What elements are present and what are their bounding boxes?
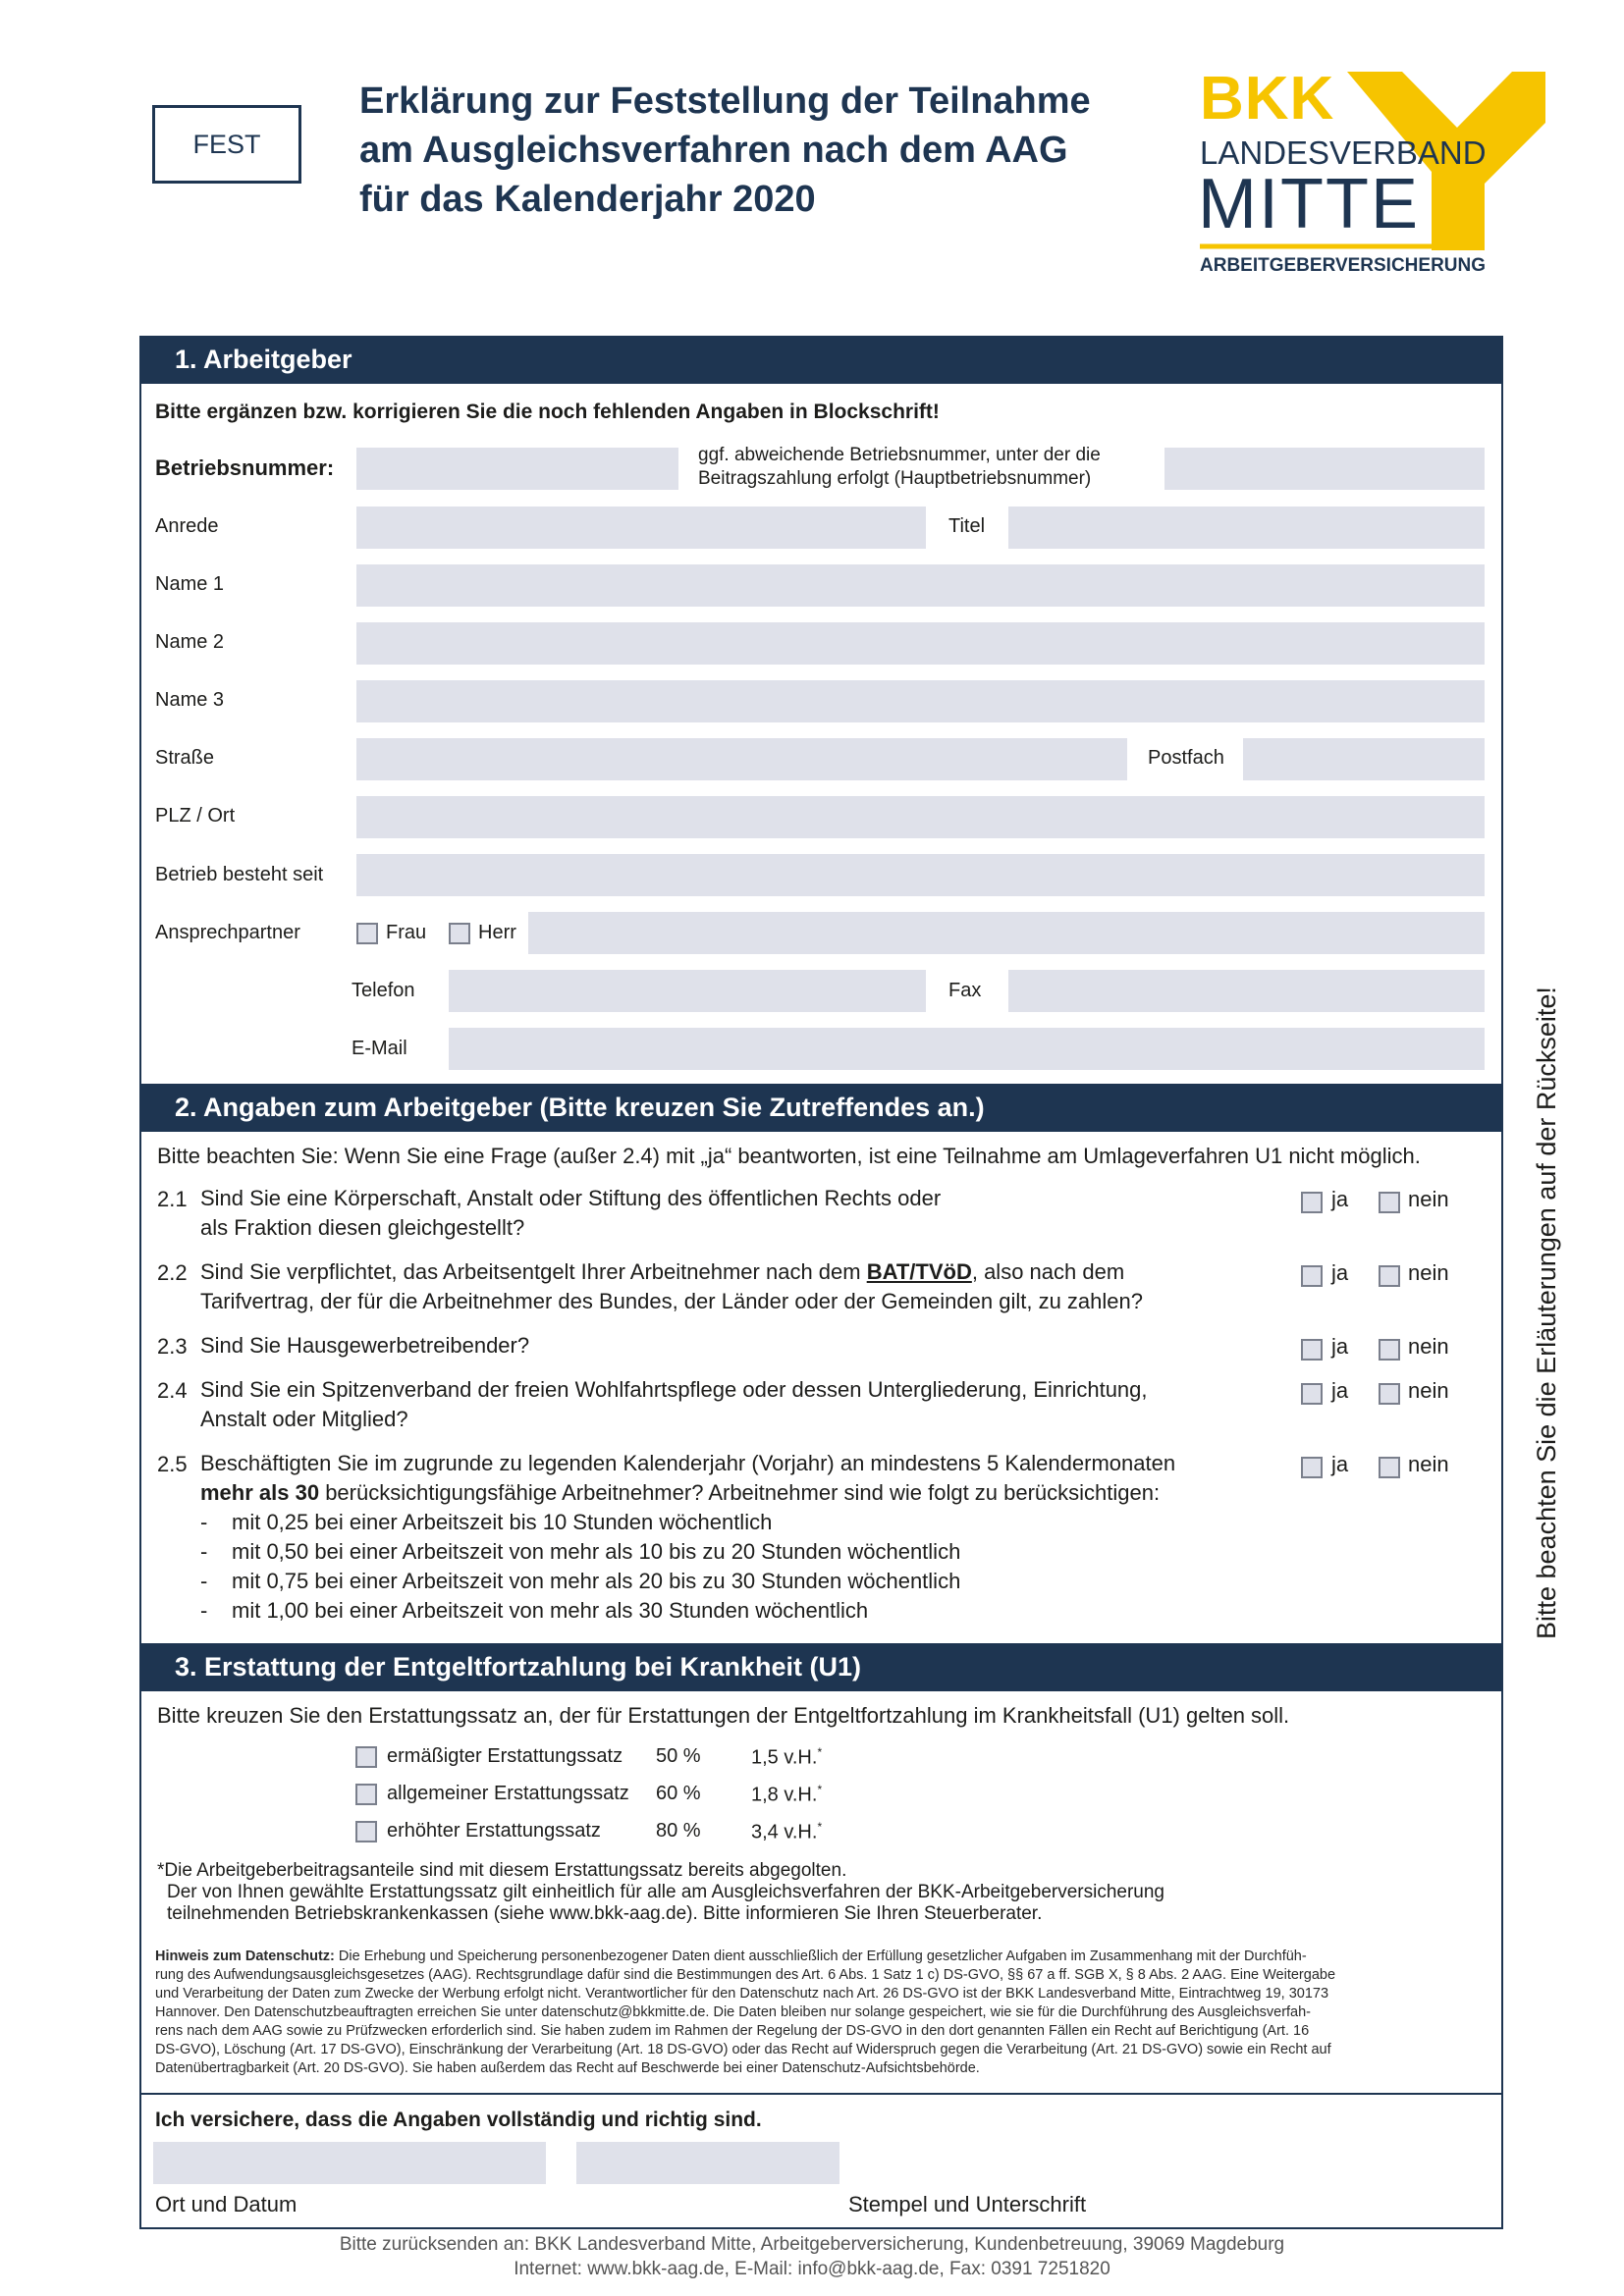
privacy-line-1: Die Erhebung und Speicherung personenbezogener Daten dient ausschließlich der Erfüllung gesetzlicher Aufgaben im Zusammenhang mit der Durchfüh-	[334, 1949, 1307, 1964]
betrieb-seit-label: Betrieb besteht seit	[155, 864, 324, 885]
q22-pre: Sind Sie verpflichtet, das Arbeitsentgelt Ihrer Arbeitnehmer nach dem	[200, 1259, 867, 1284]
rate-increased-contribution	[751, 1820, 822, 1844]
privacy-title: Hinweis zum Datenschutz:	[155, 1949, 335, 1964]
logo-landesverband: LANDESVERBAND	[1200, 134, 1487, 171]
rate-reduced-contribution	[751, 1745, 822, 1770]
ort-datum-field[interactable]	[153, 2142, 546, 2184]
q24-line-1: Sind Sie ein Spitzenverband der freien Wohlfahrtspflege oder dessen Untergliederung, Einrichtung,	[200, 1377, 1148, 1402]
q25-list	[200, 1508, 960, 1626]
q25-ja-label: ja	[1331, 1452, 1349, 1476]
q25-number: 2.5	[157, 1452, 188, 1476]
q25-nein-label: nein	[1408, 1452, 1449, 1476]
ansprechpartner-label: Ansprechpartner	[155, 922, 300, 943]
q25-bold: mehr als 30	[200, 1480, 320, 1505]
rate-general-percent: 60 %	[656, 1783, 701, 1804]
q24-line-2: Anstalt oder Mitglied?	[200, 1407, 408, 1431]
betriebsnummer-label: Betriebsnummer:	[155, 455, 335, 480]
footer-contact: Internet: www.bkk-aag.de, E-Mail: info@bkk-aag.de, Fax: 0391 7251820	[514, 2259, 1110, 2279]
herr-label: Herr	[478, 922, 516, 943]
rate-footnote-line-3: teilnehmenden Betriebskrankenkassen (siehe www.bkk-aag.de). Bitte informieren Sie Ihren Steuerberater.	[167, 1903, 1043, 1924]
title-line-2: am Ausgleichsverfahren nach dem AAG	[359, 130, 1068, 171]
q22-line-2: Tarifvertrag, der für die Arbeitnehmer des Bundes, der Länder oder der Gemeinden gilt, zu zahlen?	[200, 1289, 1143, 1313]
q23-ja-checkbox[interactable]	[1301, 1339, 1323, 1361]
privacy-line-6: DS-GVO), Löschung (Art. 17 DS-GVO), Einschränkung der Verarbeitung (Art. 18 DS-GVO) oder das Recht auf Widerspruch gegen die Verarbeitung (Art. 21 DS-GVO) sowie ein Recht auf	[155, 2042, 1331, 2057]
section-1-title: 1. Arbeitgeber	[175, 345, 352, 374]
rate-reduced-label: ermäßigter Erstattungssatz	[387, 1745, 623, 1767]
alt-betriebsnummer-label-line-1: ggf. abweichende Betriebsnummer, unter der die	[698, 445, 1101, 465]
form-code-box	[152, 105, 301, 184]
title-line-1: Erklärung zur Feststellung der Teilnahme	[359, 80, 1091, 122]
betrieb-seit-field[interactable]	[356, 854, 1485, 896]
side-note: Bitte beachten Sie die Erläuterungen auf der Rückseite!	[1532, 987, 1561, 1639]
privacy-notice	[155, 1948, 1487, 2078]
q21-nein-checkbox[interactable]	[1379, 1192, 1400, 1213]
q24-number: 2.4	[157, 1378, 188, 1403]
footer-address: Bitte zurücksenden an: BKK Landesverband Mitte, Arbeitgeberversicherung, Kundenbetreuung, 39069 Magdeburg	[339, 2234, 1285, 2255]
privacy-line-3: und Verarbeitung der Daten zum Zwecke der Werbung erfolgt nicht. Verantwortlicher für den Datenschutz nach Art. 26 DS-GVO ist der BKK Landesverband Mitte, Eintrachtweg 19, 30173	[155, 1986, 1329, 2002]
rate-reduced-contribution-value: 1,5 v.H.	[751, 1746, 818, 1769]
rate-general-contribution-value: 1,8 v.H.	[751, 1784, 818, 1806]
alt-betriebsnummer-label-line-2: Beitragszahlung erfolgt (Hauptbetriebsnummer)	[698, 468, 1092, 489]
alt-betriebsnummer-label	[698, 444, 1101, 491]
name1-field[interactable]	[356, 564, 1485, 607]
alt-betriebsnummer-field[interactable]	[1164, 448, 1485, 490]
q25-text	[200, 1449, 1271, 1508]
herr-checkbox[interactable]	[449, 923, 470, 944]
privacy-line-2: rung des Aufwendungsausgleichsgesetzes (AAG). Rechtsgrundlage dafür sind die Bestimmungen des Art. 6 Abs. 1 Satz 1 c) DS-GVO, §§ 67 a ff. SGB X, § 8 Abs. 2 AAG. Eine Weitergabe	[155, 1967, 1336, 1983]
q21-line-1: Sind Sie eine Körperschaft, Anstalt oder Stiftung des öffentlichen Rechts oder	[200, 1186, 942, 1210]
fax-label: Fax	[948, 980, 982, 1001]
rate-increased-percent: 80 %	[656, 1820, 701, 1842]
rate-footnote	[157, 1860, 1164, 1925]
name2-label: Name 2	[155, 631, 225, 653]
q21-number: 2.1	[157, 1187, 188, 1211]
strasse-label: Straße	[155, 747, 215, 769]
bkk-logo	[1198, 65, 1549, 285]
q22-text	[200, 1257, 1143, 1316]
privacy-line-4: Hannover. Den Datenschutzbeauftragten erreichen Sie unter datenschutz@bkkmitte.de. Die Daten bleiben nur solange gespeichert, wie sie für die Durchführung des Ausgleichsverfah-	[155, 2004, 1312, 2020]
ansprechpartner-field[interactable]	[528, 912, 1485, 954]
q24-ja-checkbox[interactable]	[1301, 1383, 1323, 1405]
rate-general-star: *	[817, 1783, 823, 1796]
q23-nein-checkbox[interactable]	[1379, 1339, 1400, 1361]
q22-post: , also nach dem	[971, 1259, 1125, 1284]
section-1-instruction: Bitte ergänzen bzw. korrigieren Sie die noch fehlenden Angaben in Blockschrift!	[155, 400, 940, 423]
frau-label: Frau	[386, 922, 427, 943]
q24-nein-label: nein	[1408, 1378, 1449, 1403]
q21-text	[200, 1184, 941, 1243]
section-2-header	[139, 1084, 1503, 1132]
telefon-field[interactable]	[449, 970, 926, 1012]
titel-label: Titel	[948, 515, 986, 537]
section-3-instruction: Bitte kreuzen Sie den Erstattungssatz an, der für Erstattungen der Entgeltfortzahlung im Krankheitsfall (U1) gelten soll.	[157, 1703, 1290, 1728]
q25-item-4: mit 1,00 bei einer Arbeitszeit von mehr als 30 Stunden wöchentlich	[232, 1598, 869, 1623]
frau-checkbox[interactable]	[356, 923, 378, 944]
q25-dash-4: -	[200, 1598, 208, 1623]
q24-ja-label: ja	[1331, 1378, 1349, 1403]
q22-ja-label: ja	[1331, 1260, 1349, 1285]
assurance-text: Ich versichere, dass die Angaben vollständig und richtig sind.	[155, 2109, 762, 2131]
rate-footnote-line-1: *Die Arbeitgeberbeitragsanteile sind mit diesem Erstattungssatz bereits abgegolten.	[157, 1860, 847, 1881]
q23-nein-label: nein	[1408, 1334, 1449, 1359]
section-2-title: 2. Angaben zum Arbeitgeber (Bitte kreuzen Sie Zutreffendes an.)	[175, 1093, 985, 1122]
q25-ja-checkbox[interactable]	[1301, 1457, 1323, 1478]
rate-increased-contribution-value: 3,4 v.H.	[751, 1821, 818, 1843]
logo-mitte: MITTE	[1198, 165, 1420, 243]
titel-field[interactable]	[1008, 507, 1485, 549]
q22-nein-label: nein	[1408, 1260, 1449, 1285]
plz-ort-field[interactable]	[356, 796, 1485, 838]
logo-arbeitgeberversicherung: ARBEITGEBERVERSICHERUNG	[1200, 255, 1487, 276]
name1-label: Name 1	[155, 573, 225, 595]
rate-reduced-checkbox[interactable]	[355, 1746, 377, 1768]
form-code: FEST	[192, 129, 261, 159]
privacy-line-7: Datenübertragbarkeit (Art. 20 DS-GVO). Sie haben außerdem das Recht auf Beschwerde bei einer Datenschutz-Aufsichtsbehörde.	[155, 2060, 980, 2076]
q25-line-1: Beschäftigten Sie im zugrunde zu legenden Kalenderjahr (Vorjahr) an mindestens 5 Kalendermonaten	[200, 1451, 1176, 1475]
q23-number: 2.3	[157, 1334, 188, 1359]
title-line-3: für das Kalenderjahr 2020	[359, 179, 816, 220]
section-1-header	[139, 336, 1503, 384]
rate-general-checkbox[interactable]	[355, 1784, 377, 1805]
stempel-label: Stempel und Unterschrift	[848, 2192, 1087, 2216]
q25-dash-2: -	[200, 1539, 208, 1564]
rate-increased-label: erhöhter Erstattungssatz	[387, 1820, 601, 1842]
rate-reduced-star: *	[817, 1745, 823, 1759]
rate-reduced-percent: 50 %	[656, 1745, 701, 1767]
q24-nein-checkbox[interactable]	[1379, 1383, 1400, 1405]
q21-ja-checkbox[interactable]	[1301, 1192, 1323, 1213]
privacy-line-5: rens nach dem AAG sowie zu Prüfzwecken erforderlich sind. Sie haben zudem im Rahmen der Regelung der DS-GVO in den dort genannten Fällen ein Recht auf Berichtigung (Art. 16	[155, 2023, 1310, 2039]
ort-datum-label: Ort und Datum	[155, 2192, 298, 2216]
q25-item-3: mit 0,75 bei einer Arbeitszeit von mehr als 20 bis zu 30 Stunden wöchentlich	[232, 1569, 961, 1593]
stempel-field[interactable]	[576, 2142, 839, 2184]
section-3-title: 3. Erstattung der Entgeltfortzahlung bei Krankheit (U1)	[175, 1652, 862, 1682]
fax-field[interactable]	[1008, 970, 1485, 1012]
divider	[139, 2093, 1503, 2095]
q22-nein-checkbox[interactable]	[1379, 1265, 1400, 1287]
section-3-header	[139, 1643, 1503, 1691]
anrede-label: Anrede	[155, 515, 219, 537]
rate-increased-checkbox[interactable]	[355, 1821, 377, 1842]
email-field[interactable]	[449, 1028, 1485, 1070]
q21-ja-label: ja	[1331, 1187, 1349, 1211]
q23-ja-label: ja	[1331, 1334, 1349, 1359]
telefon-label: Telefon	[352, 980, 415, 1001]
q25-item-1: mit 0,25 bei einer Arbeitszeit bis 10 Stunden wöchentlich	[232, 1510, 773, 1534]
q25-line-2: berücksichtigungsfähige Arbeitnehmer? Arbeitnehmer sind wie folgt zu berücksichtigen:	[319, 1480, 1161, 1505]
q23-text: Sind Sie Hausgewerbetreibender?	[200, 1333, 530, 1358]
strasse-field[interactable]	[356, 738, 1127, 780]
postfach-field[interactable]	[1243, 738, 1485, 780]
name2-field[interactable]	[356, 622, 1485, 665]
q25-item-2: mit 0,50 bei einer Arbeitszeit von mehr als 10 bis zu 20 Stunden wöchentlich	[232, 1539, 961, 1564]
anrede-field[interactable]	[356, 507, 926, 549]
name3-field[interactable]	[356, 680, 1485, 722]
q24-text	[200, 1375, 1148, 1434]
q22-ja-checkbox[interactable]	[1301, 1265, 1323, 1287]
betriebsnummer-field[interactable]	[356, 448, 678, 490]
rate-footnote-line-2: Der von Ihnen gewählte Erstattungssatz gilt einheitlich für alle am Ausgleichsverfahren der BKK-Arbeitgeberversicherung	[167, 1882, 1164, 1902]
q21-line-2: als Fraktion diesen gleichgestellt?	[200, 1215, 525, 1240]
q25-nein-checkbox[interactable]	[1379, 1457, 1400, 1478]
q21-nein-label: nein	[1408, 1187, 1449, 1211]
q25-dash-1: -	[200, 1510, 208, 1534]
q22-number: 2.2	[157, 1260, 188, 1285]
plz-ort-label: PLZ / Ort	[155, 805, 236, 827]
rate-increased-star: *	[817, 1820, 823, 1834]
q25-dash-3: -	[200, 1569, 208, 1593]
page-title	[359, 77, 1145, 224]
q22-bat-tvoed: BAT/TVöD	[866, 1259, 972, 1284]
rate-general-contribution	[751, 1783, 822, 1807]
postfach-label: Postfach	[1148, 747, 1224, 769]
rate-general-label: allgemeiner Erstattungssatz	[387, 1783, 629, 1804]
name3-label: Name 3	[155, 689, 225, 711]
section-2-note: Bitte beachten Sie: Wenn Sie eine Frage (außer 2.4) mit „ja“ beantworten, ist eine Teilnahme am Umlageverfahren U1 nicht möglich.	[157, 1144, 1421, 1168]
email-label: E-Mail	[352, 1038, 407, 1059]
logo-bkk: BKK	[1200, 65, 1335, 133]
